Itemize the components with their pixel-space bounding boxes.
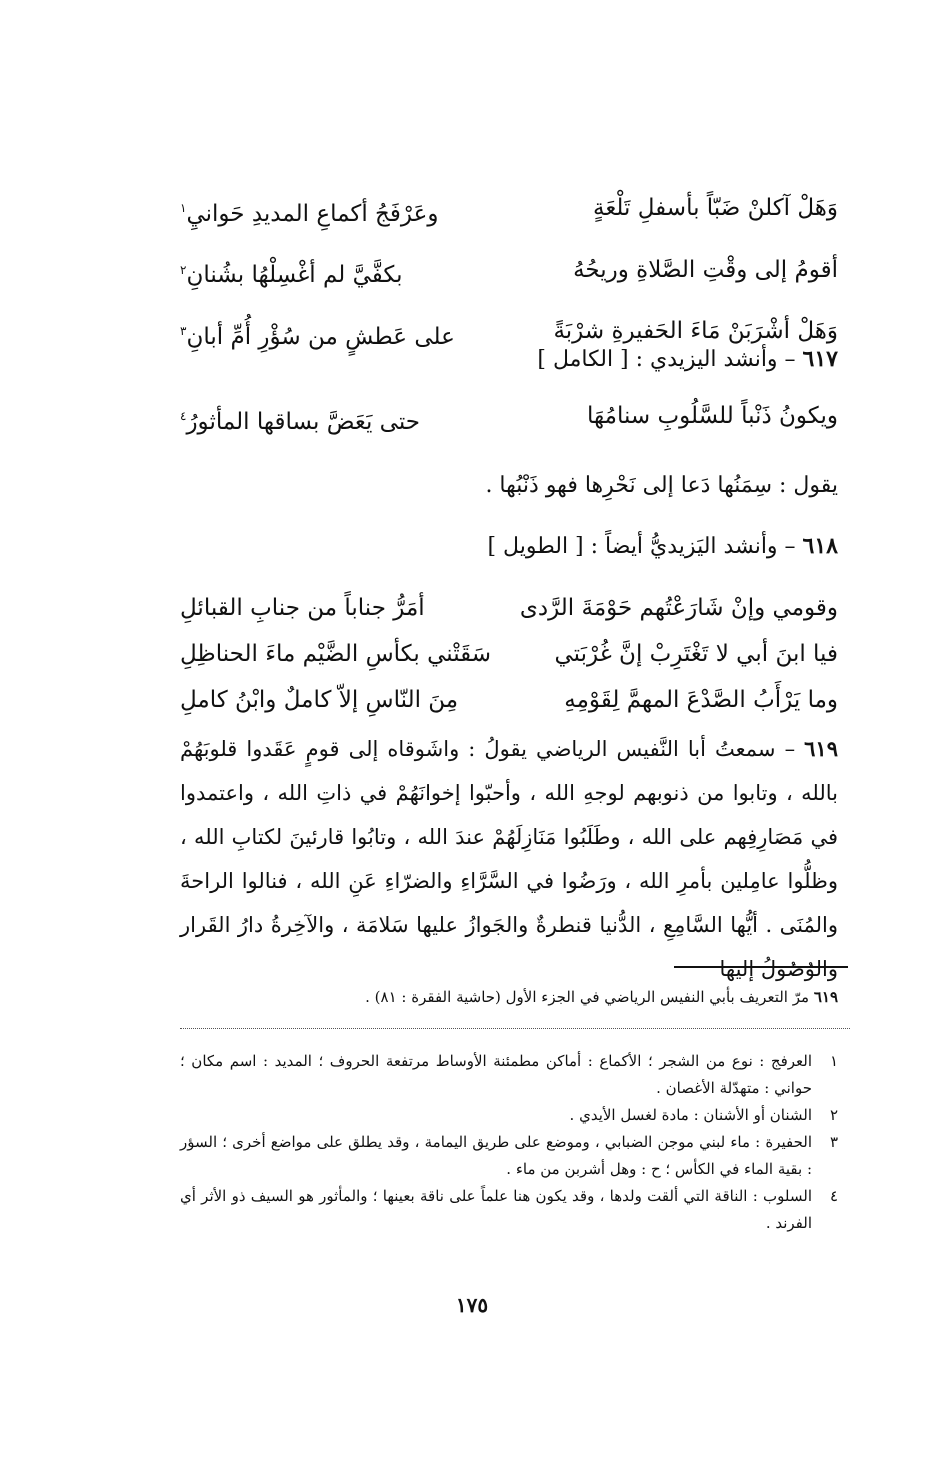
verse-line (180, 677, 838, 723)
footnote-item (180, 1048, 838, 1102)
verse-hemistich-left: مِنَ النّاسِ إلاّ كاملٌ وابْنُ كاملِ (180, 687, 459, 713)
verse-hemistich-left (180, 180, 438, 242)
footnote-number: ٣ (829, 1133, 838, 1151)
footnote-main (180, 984, 838, 1011)
footnotes (180, 1048, 838, 1237)
section-text: – سمعتُ أبا النَّفيس الرياضي يقولُ : واشَوقاه إلى قومٍ عَقَدوا قلوبَهُمْ بالله ، وتابوا من ذنوبهم لوجهِ الله ، وأحبّوا إخوانَهُمْ في ذاتِ الله ، واعتمدوا في مَصَارِفِهم على الله ، وطَلَبُوا مَنَازِلَهُمْ عندَ الله ، وتابُوا قارئينَ لكتابِ الله ، وظلُّوا عامِلين بأمرِ الله ، ورَضُوا في السَّرَّاءِ والضرّاءِ عَنِ الله ، فنالوا الراحةَ والمُنَى . أيُّها السَّامِعِ ، الدُّنيا قنطرةٌ والجَوازُ عليها سَلامَة ، والآخِرةُ دارُ القَرار والوُصُولُ إليها (180, 737, 838, 981)
verse-text: بكفَّيَّ لم أغْسِلْهُا بشُنانِ (186, 262, 403, 289)
verse-hemistich-right: ويكونُ ذَنْباً للسَّلُوبِ سنامُهَا (587, 403, 838, 429)
footnote-item (180, 1183, 838, 1237)
verse-line (180, 585, 838, 631)
verse-hemistich-left (180, 388, 420, 450)
section-heading (180, 518, 838, 575)
footnote-marker: ١ (180, 201, 187, 215)
footnote-marker: ٤ (180, 409, 187, 423)
footnote-main-text: مرّ التعريف بأبي النفيس الرياضي في الجزء الأول (حاشية الفقرة : ٨١) . (365, 988, 810, 1006)
verse-line (180, 242, 838, 304)
verse-hemistich-right: وَهَلْ آكلنْ ضَبّاً بأسفلِ تَلْعَةٍ (592, 195, 838, 221)
commentary: يقول : سِمَنُها دَعا إلى نَحْرِها فهو ذَنْبُها . (485, 472, 838, 498)
verse-hemistich-right: وَهَلْ أشْرَبَنْ مَاءَ الحَفيرةِ شرْبَةً (553, 318, 838, 345)
section-number: ٦١٩ (804, 736, 838, 761)
section-619 (180, 727, 838, 991)
section-heading-text: – وأنشد اليَزيديُّ أيضاً : [ الطويل ] (487, 534, 796, 559)
page-number: ١٧٥ (455, 1293, 489, 1317)
footnote-item (180, 1102, 838, 1129)
footnote-text: الحفيرة : ماء لبني موجن الضبابي ، وموضع على طريق اليمامة ، وقد يطلق على مواضع أخرى ؛ السؤر : بقية الماء في الكأس ؛ ح : وهل أشربن من ماء . (180, 1133, 812, 1178)
section-618 (180, 518, 838, 723)
verse-line (180, 388, 838, 450)
footnote-number: ٢ (829, 1106, 838, 1124)
footnote-text: الشنان أو الأشنان : مادة لغسل الأيدي . (569, 1106, 812, 1124)
footnote-text: السلوب : الناقة التي ألقت ولدها ، وقد يكون هنا علماً على ناقة بعينها ؛ والمأثور هو السيف ذو الأثر أي الفرند . (180, 1187, 812, 1232)
verse-line (180, 180, 838, 242)
verse-text: على عَطشٍ من سُؤْرِ أُمِّ أبانِ (186, 323, 455, 350)
footnote-marker: ٢ (180, 262, 187, 277)
verse-text: حتى يَعَضَّ بساقها المأثورُ (186, 408, 421, 435)
section-number: ٦١٨ (802, 533, 838, 559)
footnote-text: العرفج : نوع من الشجر ؛ الأكماع : أماكن مطمئنة الأوساط مرتفعة الحروف ؛ المديد : اسم مكان ؛ حواني : متهدّلة الأغصان . (180, 1052, 812, 1097)
footnote-rule (674, 966, 848, 968)
verse-line (180, 631, 838, 677)
footnote-marker: ٣ (180, 324, 187, 339)
verse-hemistich-right: فيا ابنَ أبي لا تَغْتَرِبْ إنَّ غُرْبَتي (554, 641, 838, 667)
verse-hemistich-right: أقومُ إلى وقْتِ الصَّلاةِ وريحُهُ (573, 256, 838, 283)
footnote-divider (180, 1028, 850, 1029)
verse-hemistich-right: وما يَرْأَبُ الصَّدْعَ المهمَّ لِقَوْمِهِ (564, 687, 838, 713)
verse-hemistich-left (180, 242, 403, 304)
section-number: ٦١٧ (802, 346, 838, 372)
verse-hemistich-left: سَقَتْني بكأسِ الضَّيْم ماءَ الحناظِلِ (180, 641, 492, 667)
verse-hemistich-left: أمَرُّ جناباً من جنابِ القبائلِ (180, 595, 425, 621)
section-heading-text: – وأنشد اليزيدي : [ الكامل ] (537, 347, 796, 372)
section-heading (180, 331, 838, 388)
footnote-number: ١ (829, 1052, 838, 1070)
footnote-number: ٤ (829, 1187, 838, 1205)
footnote-item (180, 1129, 838, 1183)
verse-hemistich-right: وقومي وإنْ شَارَعْتُهم حَوْمَةَ الرَّدى (519, 595, 838, 621)
footnote-main-number: ٦١٩ (813, 988, 838, 1006)
verse-text: وعَرْفَجُ أكماعِ المديدِ حَوانيِ (186, 200, 439, 227)
section-617 (180, 331, 838, 514)
